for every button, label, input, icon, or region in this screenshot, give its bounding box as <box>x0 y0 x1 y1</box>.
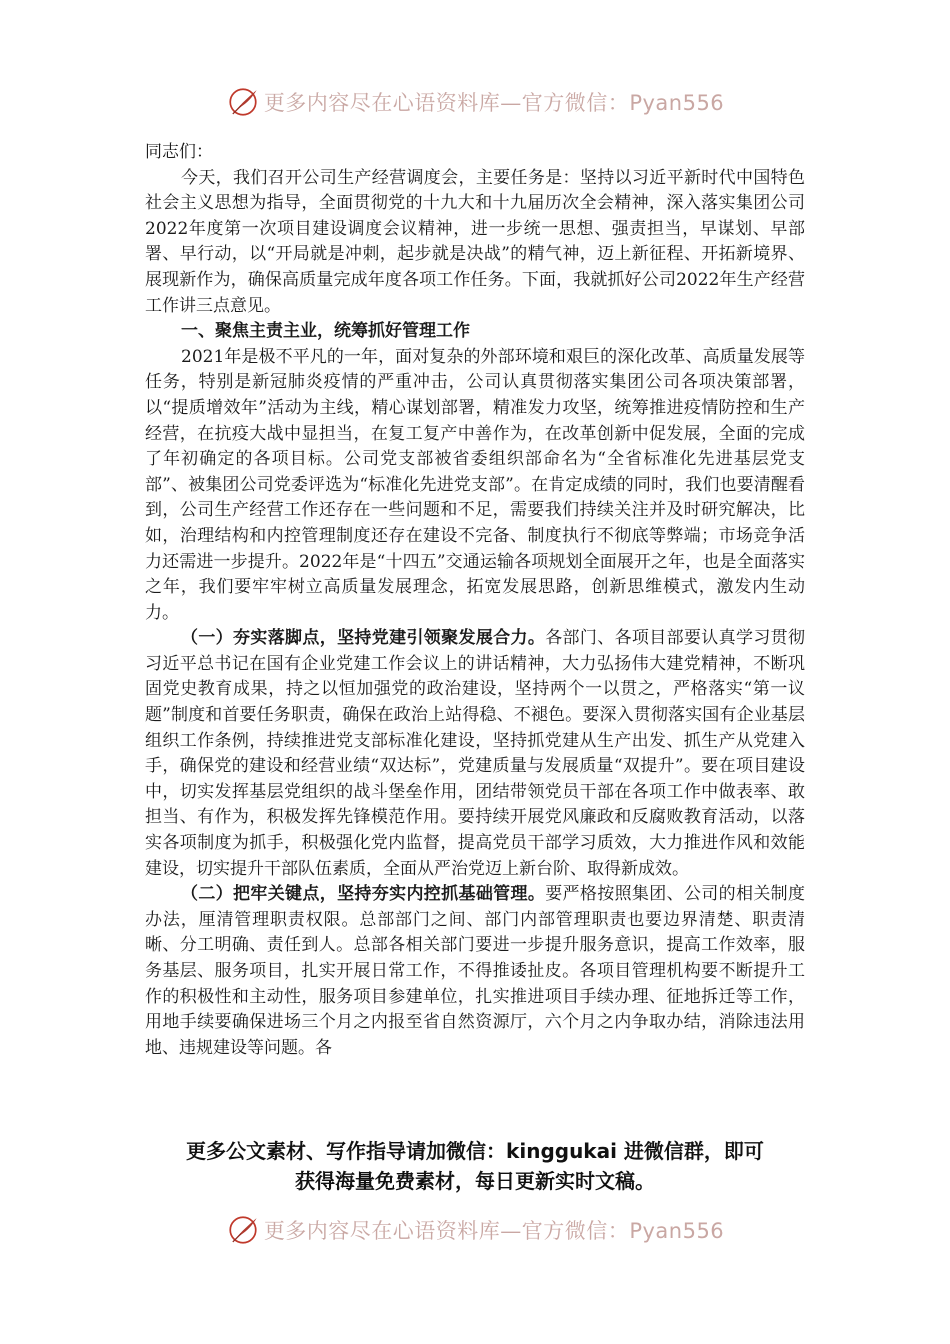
subsection-two-body: 要严格按照集团、公司的相关制度办法，厘清管理职责权限。总部部门之间、部门内部管理职责也要边界清楚、职责清晰、分工明确、责任到人。总部各相关部门要进一步提升服务意识，提高工作效率，服务基层、服务项目，扎实开展日常工作，不得推诿扯皮。各项目管理机构要不断提升工作的积极性和主动性，服务项目参建单位，扎实推进项目手续办理、征地拆迁等工作，用地手续要确保进场三个月之内报至省自然资源厅，六个月之内争取办结，消除违法用地、违规建设等问题。各 <box>145 884 806 1058</box>
intro-paragraph: 今天，我们召开公司生产经营调度会，主要任务是：坚持以习近平新时代中国特色社会主义思想为指导，全面贯彻党的十九大和十九届历次全会精神，深入落实集团公司2022年度第一次项目建设调度会议精神，进一步统一思想、强责担当，早谋划、早部署、早行动，以“开局就是冲刺，起步就是决战”的精气神，迈上新征程、开拓新境界、展现新作为，确保高质量完成年度各项工作任务。下面，我就抓好公司2022年生产经营工作讲三点意见。 <box>145 167 805 316</box>
footer-banner <box>0 1210 950 1250</box>
promo-notice <box>140 1136 810 1196</box>
header-banner-text: 更多内容尽在心语资料库—官方微信：Pyan556 <box>263 91 725 115</box>
promo-line-2: 获得海量免费素材，每日更新实时文稿。 <box>295 1169 655 1193</box>
subsection-one-body: 各部门、各项目部要认真学习贯彻习近平总书记在国有企业党建工作会议上的讲话精神，大力弘扬伟大建党精神，不断巩固党史教育成果，持之以恒加强党的政治建设，坚持两个一以贯之，严格落实“第一议题”制度和首要任务职责，确保在政治上站得稳、不褪色。要深入贯彻落实国有企业基层组织工作条例，持续推进党支部标准化建设，坚持抓党建从生产出发、抓生产从党建入手，确保党的建设和经营业绩“双达标”，党建质量与发展质量“双提升”。要在项目建设中，切实发挥基层党组织的战斗堡垒作用，团结带领党员干部在各项工作中做表率、敢担当、有作为，积极发挥先锋模范作用。要持续开展党风廉政和反腐败教育活动，以落实各项制度为抓手，积极强化党内监督，提高党员干部学习质效，大力推进作风和效能建设，切实提升干部队伍素质，全面从严治党迈上新台阶、取得新成效。 <box>145 628 806 879</box>
header-banner <box>0 82 950 122</box>
subsection-one <box>145 626 805 882</box>
subsection-two <box>145 882 805 1061</box>
subsection-two-lead: （二）把牢关键点，坚持夯实内控抓基础管理。 <box>181 884 546 905</box>
section-paragraph: 2021年是极不平凡的一年，面对复杂的外部环境和艰巨的深化改革、高质量发展等任务，特别是新冠肺炎疫情的严重冲击，公司认真贯彻落实集团公司各项决策部署，以“提质增效年”活动为主线，精心谋划部署，精准发力攻坚，统筹推进疫情防控和生产经营，在抗疫大战中显担当，在复工复产中善作为，在改革创新中促发展，全面的完成了年初确定的各项目标。公司党支部被省委组织部命名为“全省标准化先进基层党支部”、被集团公司党委评选为“标准化先进党支部”。在肯定成绩的同时，我们也要清醒看到，公司生产经营工作还存在一些问题和不足，需要我们持续关注并及时研究解决，比如，治理结构和内控管理制度还存在建设不完备、制度执行不彻底等弊端；市场竞争活力还需进一步提升。2022年是“十四五”交通运输各项规划全面展开之年，也是全面落实之年，我们要牢牢树立高质量发展理念，拓宽发展思路，创新思维模式，激发内生动力。 <box>145 346 805 623</box>
promo-line-1: 更多公文素材、写作指导请加微信：kinggukai 进微信群，即可 <box>186 1139 764 1163</box>
quill-logo-icon <box>226 85 260 119</box>
section-heading: 一、聚焦主责主业，统筹抓好管理工作 <box>181 321 470 342</box>
subsection-one-lead: （一）夯实落脚点，坚持党建引领聚发展合力。 <box>181 628 546 649</box>
footer-banner-text: 更多内容尽在心语资料库—官方微信：Pyan556 <box>263 1219 725 1243</box>
quill-logo-icon <box>226 1213 260 1247</box>
document-body <box>145 140 805 1061</box>
salutation: 同志们： <box>145 142 213 162</box>
